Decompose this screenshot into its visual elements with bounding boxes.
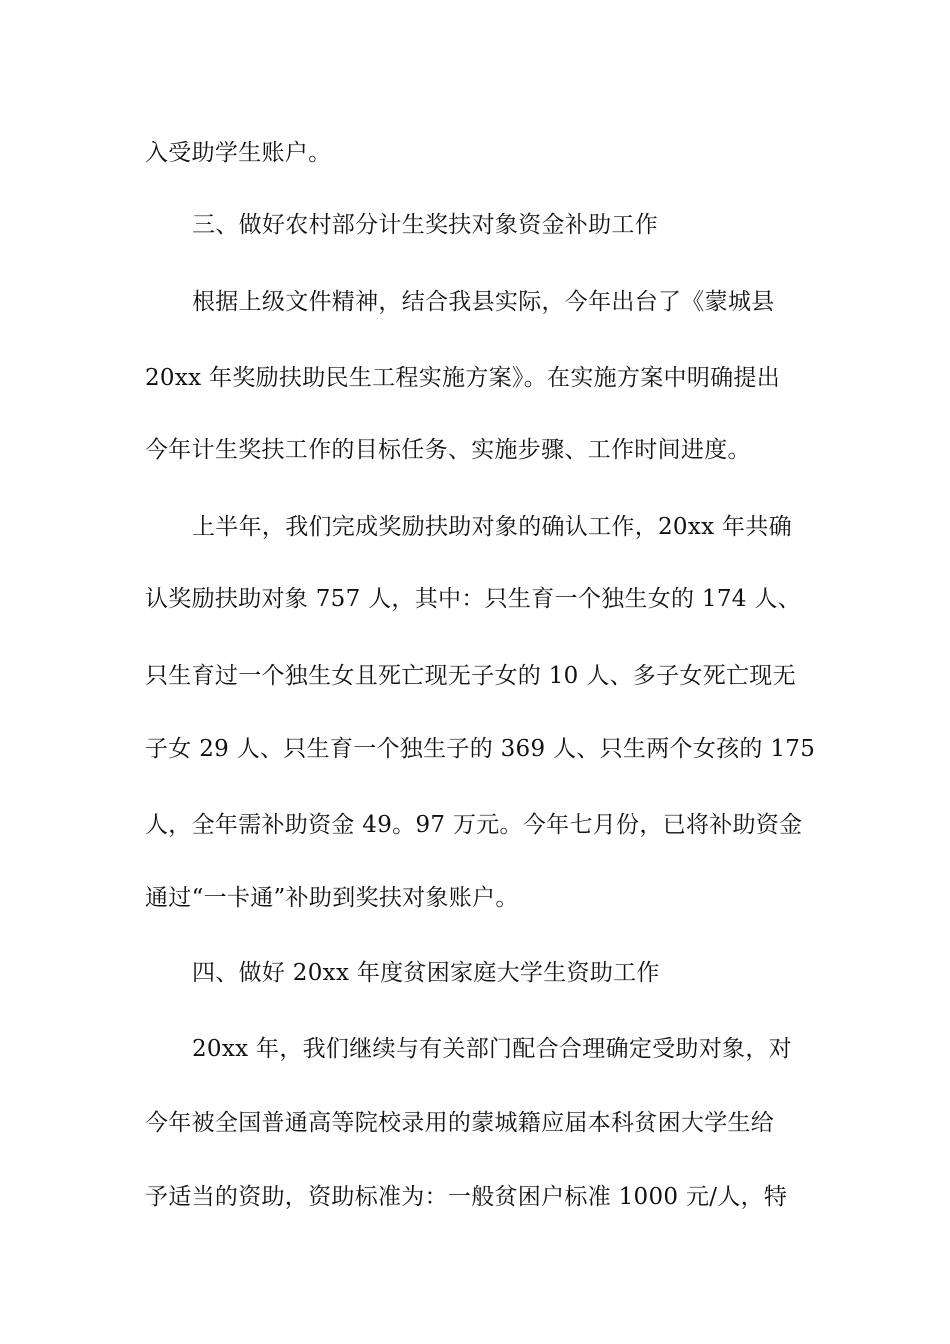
- text-line-4: 20xx 年奖励扶助民生工程实施方案》。在实施方案中明确提出: [145, 365, 781, 391]
- text-line-5: 今年计生奖扶工作的目标任务、实施步骤、工作时间进度。: [145, 437, 751, 463]
- text-line-9: 子女 29 人、只生育一个独生子的 369 人、只生两个女孩的 175: [145, 736, 816, 762]
- text-line-15: 予适当的资助，资助标准为：一般贫困户标准 1000 元/人，特: [145, 1184, 788, 1210]
- text-line-8: 只生育过一个独生女且死亡现无子女的 10 人、多子女死亡现无: [145, 663, 796, 689]
- text-line-10: 人，全年需补助资金 49。97 万元。今年七月份，已将补助资金: [145, 812, 803, 838]
- text-line-11: 通过“一卡通”补助到奖扶对象账户。: [145, 885, 519, 911]
- text-line-6: 上半年，我们完成奖励扶助对象的确认工作，20xx 年共确: [192, 514, 792, 540]
- text-line-3: 根据上级文件精神，结合我县实际，今年出台了《蒙城县: [192, 289, 775, 315]
- text-line-13: 20xx 年，我们继续与有关部门配合合理确定受助对象，对: [192, 1036, 792, 1062]
- text-line-14: 今年被全国普通高等院校录用的蒙城籍应届本科贫困大学生给: [145, 1110, 775, 1136]
- text-line-7: 认奖励扶助对象 757 人，其中：只生育一个独生女的 174 人、: [145, 586, 801, 612]
- section-heading-4: 四、做好 20xx 年度贫困家庭大学生资助工作: [192, 960, 660, 986]
- section-heading-3: 三、做好农村部分计生奖扶对象资金补助工作: [192, 212, 658, 238]
- text-line-1: 入受助学生账户。: [145, 140, 332, 166]
